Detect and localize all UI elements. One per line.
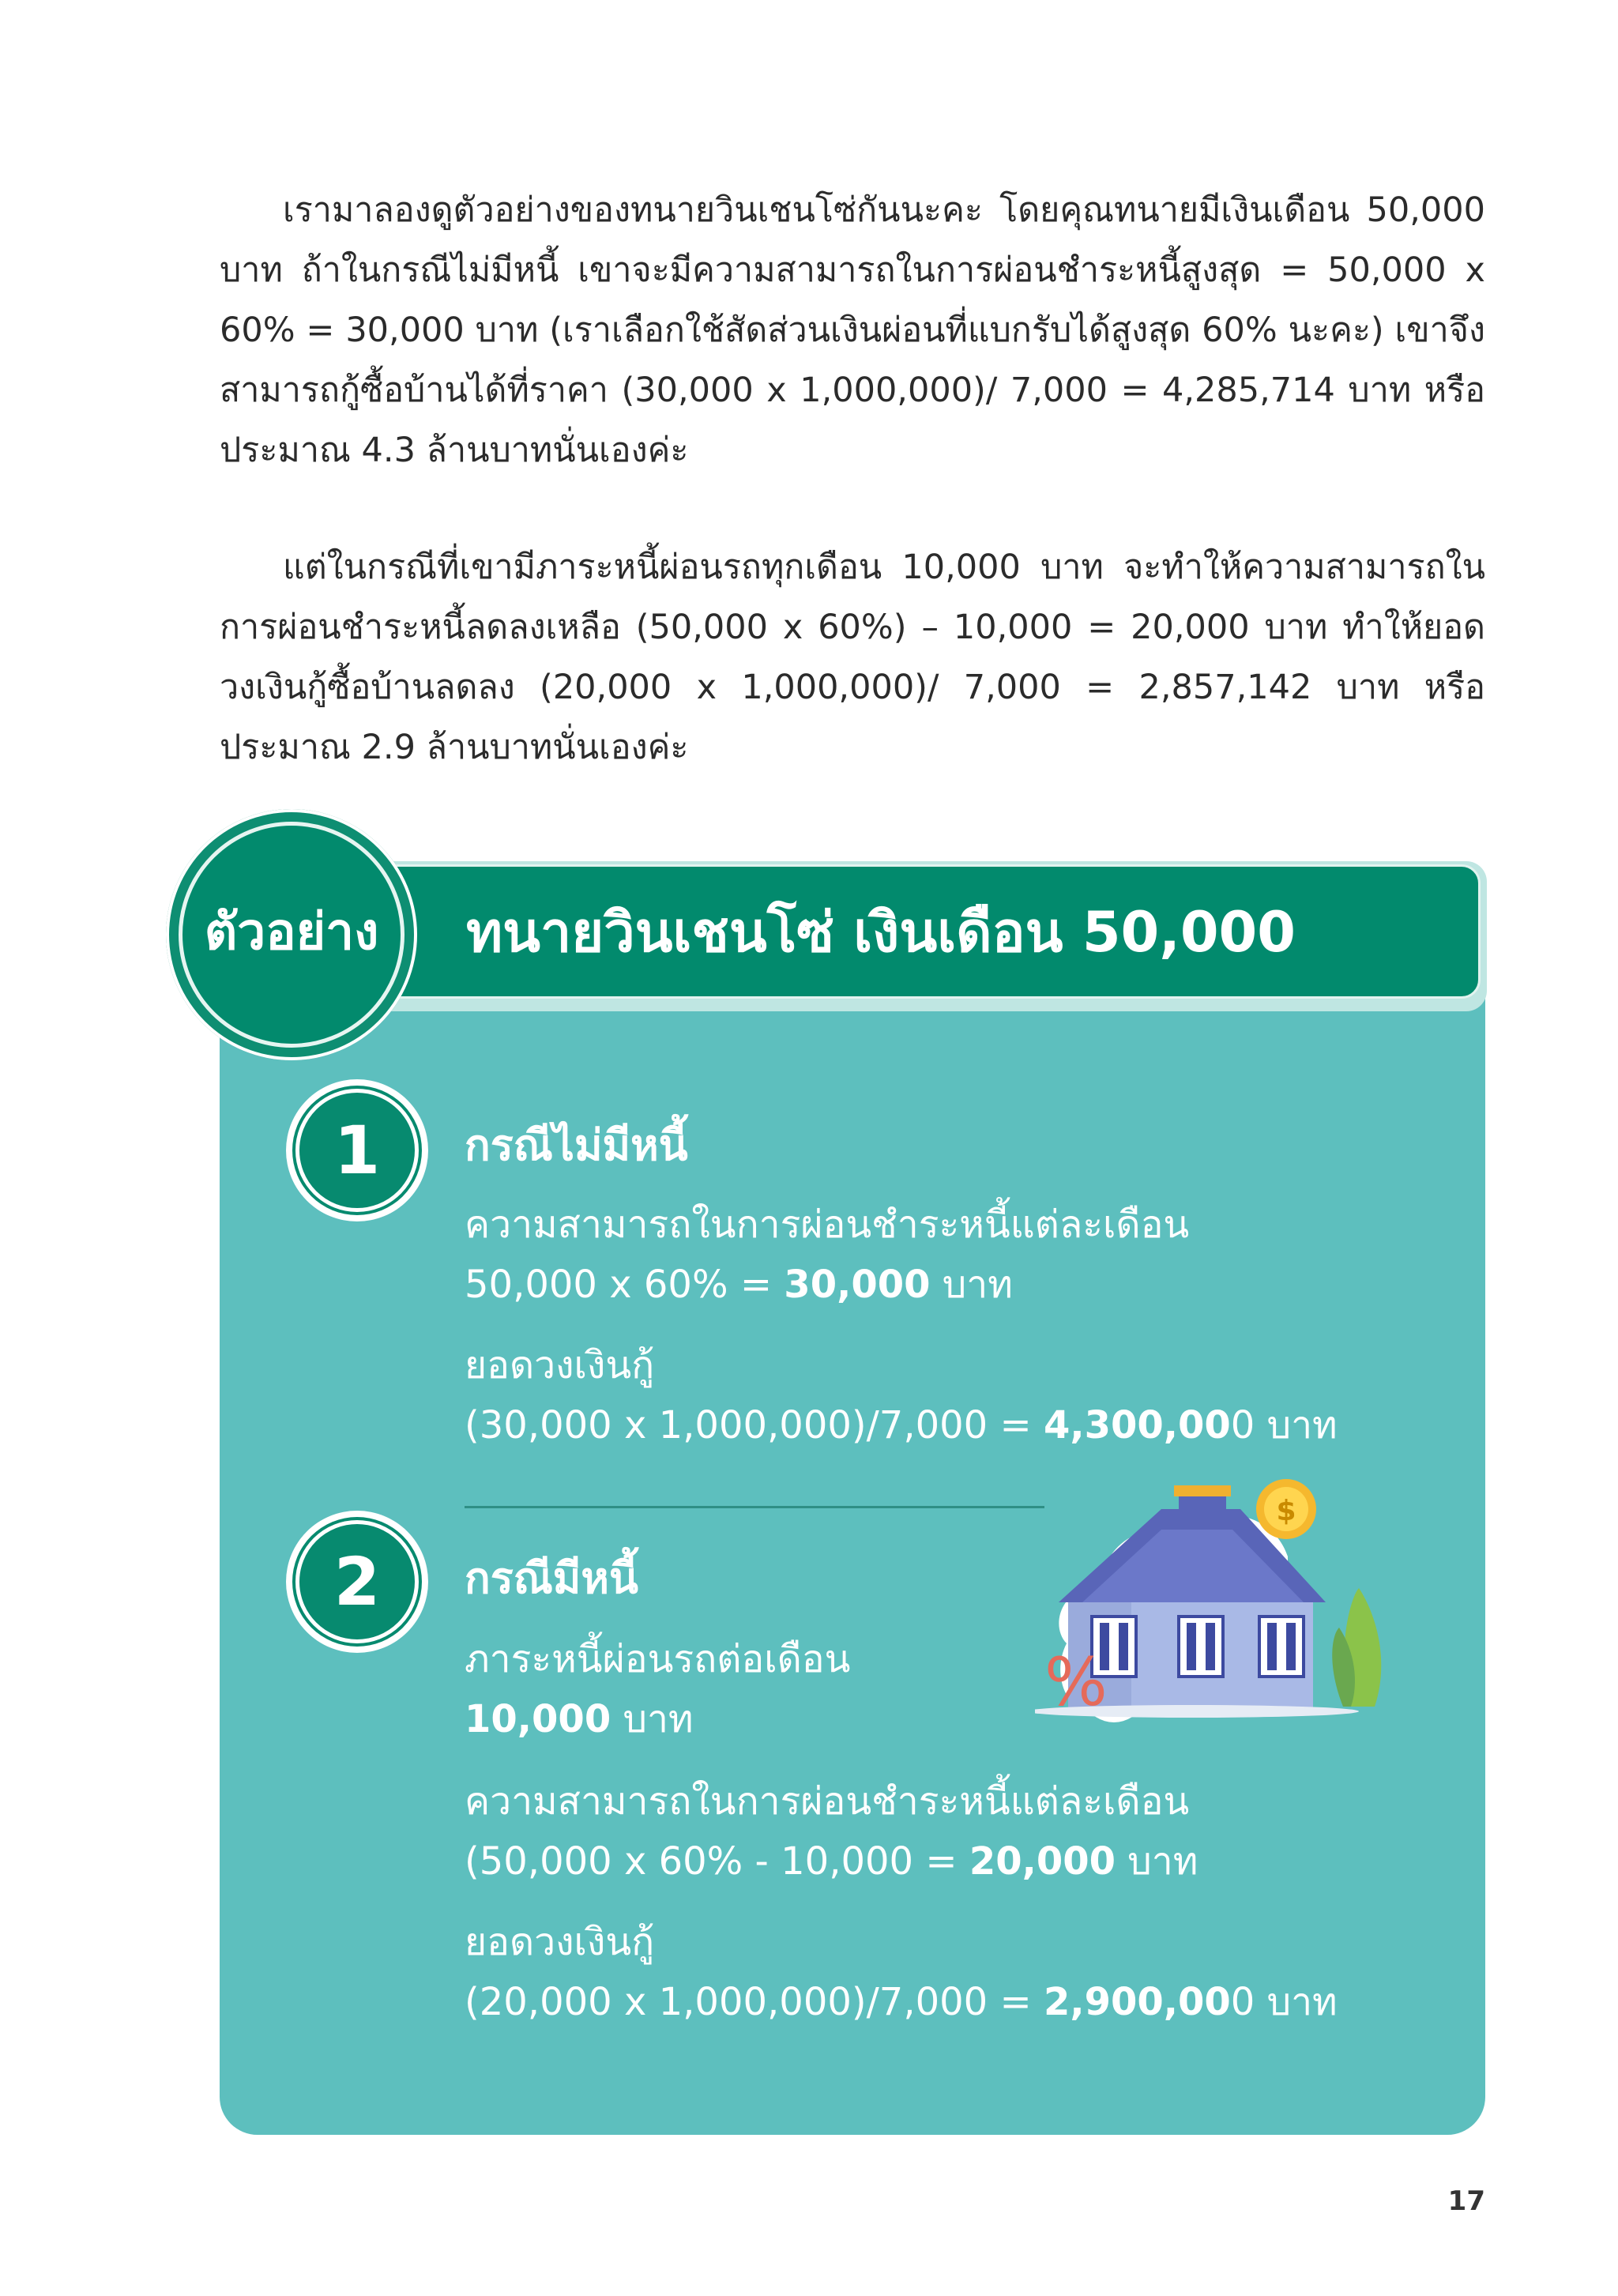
paragraph-2-text: แต่ในกรณีที่เขามีภาระหนี้ผ่อนรถทุกเดือน 10,000 บาท จะทำให้ความสามารถในการผ่อนชำระหนี้ลดลงเหลือ (50,000 x 60%) – 10,000 = 20,000 บาท ทำให้ยอดวงเงินกู้ซื้อบ้านลดลง (20,000 x 1,000,000)/ 7,000 = 2,857,142 บาท หรือประมาณ 2.9 ล้านบาทนั่นเองค่ะ	[220, 548, 1485, 767]
case-2-number: 2	[295, 1520, 419, 1643]
case-2-debt-unit: บาท	[611, 1697, 694, 1741]
case-1-number-badge	[286, 1079, 428, 1221]
case-2-loan-expr: (20,000 x 1,000,000)/7,000 =	[465, 1980, 1044, 2024]
coin-symbol: $	[1276, 1495, 1296, 1527]
case-2-debt-value: 10,000	[465, 1697, 611, 1741]
case-2-loan-line	[465, 1972, 1338, 2032]
house-with-coin-icon	[1035, 1454, 1398, 1722]
case-1-number: 1	[295, 1089, 419, 1212]
page-number: 17	[1447, 2185, 1485, 2217]
case-2-number-badge	[286, 1511, 428, 1653]
case-2-debt-label: ภาระหนี้ผ่อนรถต่อเดือน	[465, 1637, 851, 1681]
case-1-ability-label: ความสามารถในการผ่อนชำระหนี้แต่ละเดือน	[465, 1203, 1190, 1247]
case-1-loan-expr: (30,000 x 1,000,000)/7,000 =	[465, 1403, 1044, 1447]
case-1-ability-unit: บาท	[930, 1263, 1013, 1307]
case-1-loan-unit: 0 บาท	[1230, 1403, 1338, 1447]
case-2-loan-unit: 0 บาท	[1230, 1980, 1338, 2024]
chimney-top	[1174, 1485, 1231, 1496]
case-1-ability-value: 30,000	[784, 1263, 931, 1307]
paragraph-2	[220, 537, 1485, 777]
example-title: ทนายวินเชนโซ่ เงินเดือน 50,000	[466, 900, 1296, 965]
paragraph-1-text: เรามาลองดูตัวอย่างของทนายวินเชนโซ่กันนะคะ โดยคุณทนายมีเงินเดือน 50,000 บาท ถ้าในกรณีไม่มีหนี้ เขาจะมีความสามารถในการผ่อนชำระหนี้สูงสุด = 50,000 x 60% = 30,000 บาท (เราเลือกใช้สัดส่วนเงินผ่อนที่แบกรับได้สูงสุด 60% นะคะ) เขาจึงสามารถกู้ซื้อบ้านได้ที่ราคา (30,000 x 1,000,000)/ 7,000 = 4,285,714 บาท หรือประมาณ 4.3 ล้านบาทนั่นเองค่ะ	[220, 190, 1485, 470]
case-1-ability-expr: 50,000 x 60% =	[465, 1263, 785, 1307]
case-2-loan-value: 2,900,00	[1043, 1980, 1231, 2024]
percent-symbol-icon: %	[1044, 1643, 1108, 1721]
example-badge-label: ตัวอย่าง	[204, 903, 379, 962]
case-2-ability-value: 20,000	[969, 1839, 1116, 1884]
paragraph-1	[220, 180, 1485, 480]
case-1-ability-line	[465, 1255, 1013, 1315]
case-2-title: กรณีมีหนี้	[465, 1553, 638, 1603]
case-1-loan-value: 4,300,00	[1043, 1403, 1231, 1447]
case-2-ability-unit: บาท	[1116, 1839, 1198, 1884]
case-1-loan-line	[465, 1395, 1338, 1455]
case-1-title: กรณีไม่มีหนี้	[465, 1120, 688, 1170]
case-2-debt-line	[465, 1689, 694, 1749]
case-1-loan-label: ยอดวงเงินกู้	[465, 1343, 655, 1387]
chimney	[1179, 1493, 1226, 1515]
case-2-ability-label: ความสามารถในการผ่อนชำระหนี้แต่ละเดือน	[465, 1779, 1190, 1824]
case-divider	[465, 1506, 1044, 1508]
case-2-ability-expr: (50,000 x 60% - 10,000 =	[465, 1839, 969, 1884]
case-2-loan-label: ยอดวงเงินกู้	[465, 1920, 655, 1964]
case-2-ability-line	[465, 1831, 1198, 1891]
